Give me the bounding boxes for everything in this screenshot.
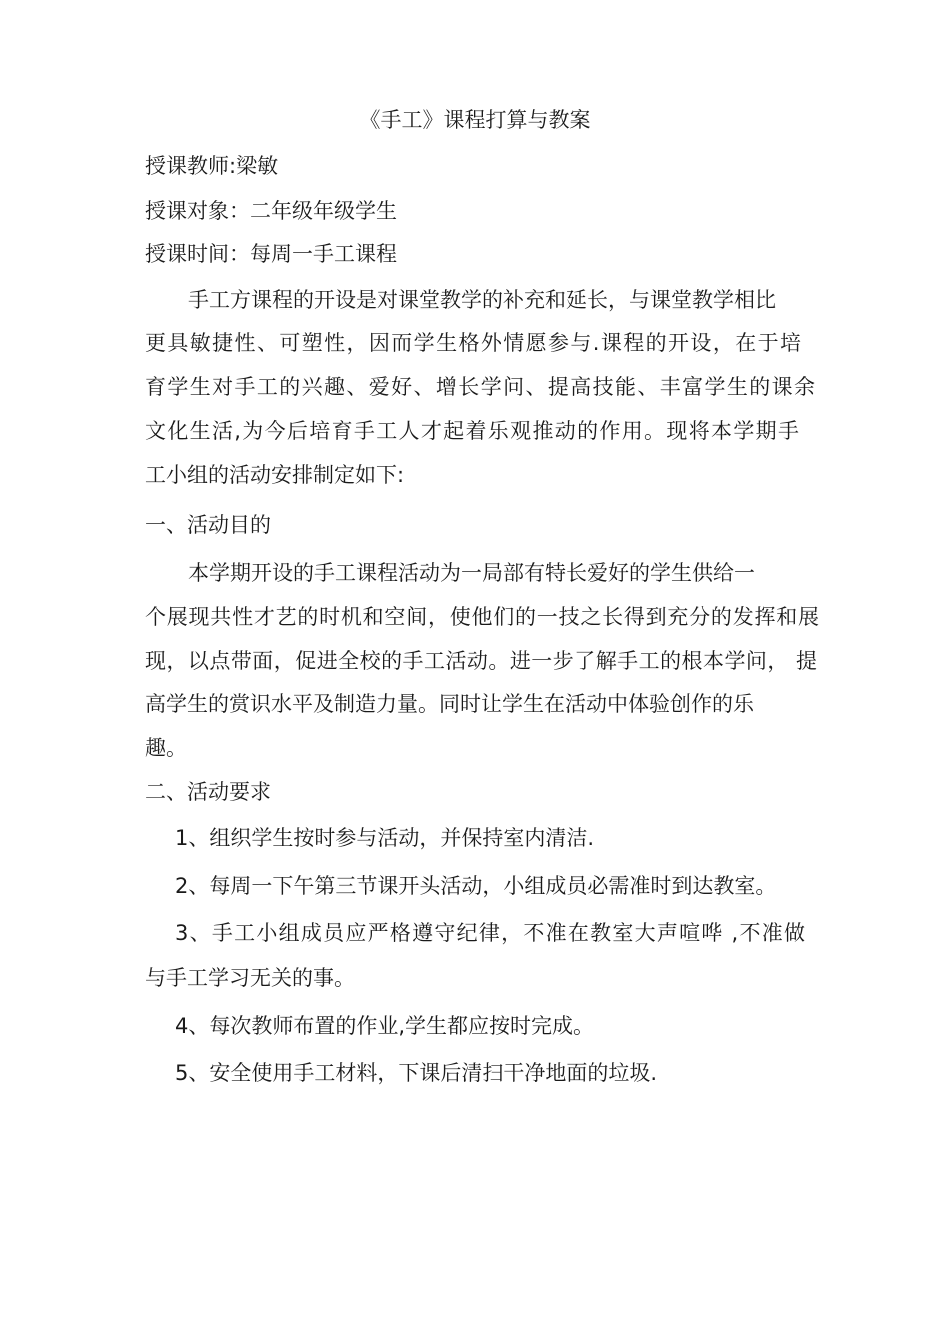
document-title: 《手工》课程打算与教案	[359, 108, 591, 132]
section2-item-3: 3、手工小组成员应严格遵守纪律，不准在教室大声喧哗 ,不准做	[175, 921, 805, 945]
intro-line-3: 育学生对手工的兴趣、爱好、增长学问、提高技能、丰富学生的课余	[145, 375, 815, 399]
section2-item-3-cont: 与手工学习无关的事。	[145, 966, 355, 990]
section2-item-1: 1、组织学生按时参与活动，并保持室内清洁.	[175, 826, 595, 850]
audience-line: 授课对象：二年级年级学生	[145, 199, 397, 223]
section2-item-2: 2、每周一下午第三节课开头活动，小组成员必需准时到达教室。	[175, 874, 777, 898]
section1-heading: 一、活动目的	[145, 513, 271, 537]
intro-line-1: 手工方课程的开设是对课堂教学的补充和延长，与课堂教学相比	[188, 288, 776, 312]
intro-line-5: 工小组的活动安排制定如下:	[145, 463, 405, 487]
section1-line-5: 趣。	[145, 736, 187, 760]
section2-item-5: 5、安全使用手工材料，下课后清扫干净地面的垃圾.	[175, 1061, 658, 1085]
section1-line-1: 本学期开设的手工课程活动为一局部有特长爱好的学生供给一	[188, 561, 755, 585]
section1-line-4: 高学生的赏识水平及制造力量。同时让学生在活动中体验创作的乐	[145, 692, 754, 716]
time-line: 授课时间：每周一手工课程	[145, 242, 397, 266]
section2-item-4: 4、每次教师布置的作业,学生都应按时完成。	[175, 1014, 595, 1038]
intro-line-4: 文化生活,为今后培育手工人才起着乐观推动的作用。现将本学期手	[145, 419, 799, 443]
teacher-line: 授课教师:梁敏	[145, 154, 279, 178]
intro-line-2: 更具敏捷性、可塑性，因而学生格外情愿参与.课程的开设，在于培	[145, 331, 801, 355]
section1-line-2: 个展现共性才艺的时机和空间，使他们的一技之长得到充分的发挥和展	[145, 605, 819, 629]
section1-line-3: 现，以点带面，促进全校的手工活动。进一步了解手工的根本学问， 提	[145, 649, 817, 673]
section2-heading: 二、活动要求	[145, 780, 271, 804]
